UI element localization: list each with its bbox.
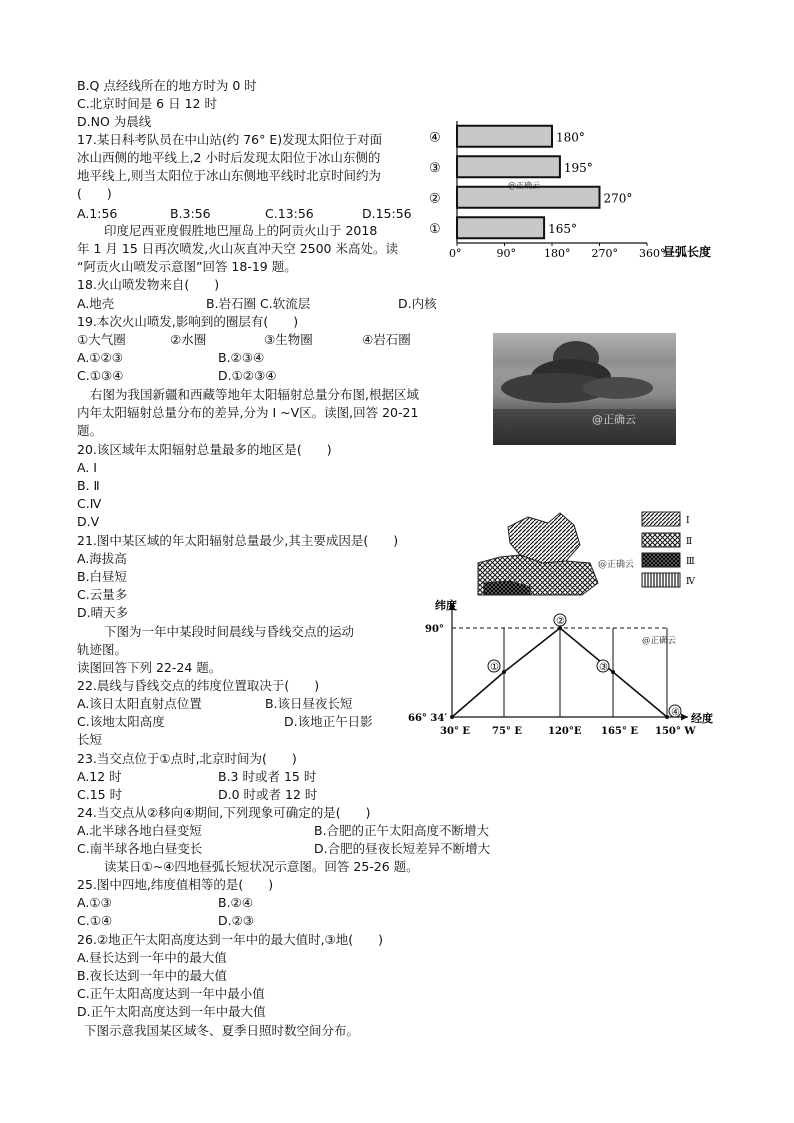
- x-tick-label: 150° W: [655, 726, 696, 737]
- question-26: 26.②地正午太阳高度达到一年中的最大值时,③地( ): [77, 932, 384, 947]
- option-a: A. Ⅰ: [77, 460, 97, 475]
- text-line: 年 1 月 15 日再次喷发,火山灰直冲天空 2500 米高处。读: [77, 241, 398, 256]
- question-25: 25.图中四地,纬度值相等的是( ): [77, 877, 274, 892]
- text-line: 轨迹图。: [77, 642, 128, 657]
- option-a: A.①③: [77, 895, 112, 910]
- watermark: @正确云: [592, 413, 636, 426]
- value-label: 165°: [548, 221, 577, 236]
- y-tick-label: 90°: [425, 624, 444, 635]
- option-a: A.1:56: [77, 206, 118, 221]
- legend-label: Ⅱ: [686, 537, 693, 547]
- question-20: 20.该区域年太阳辐射总量最多的地区是( ): [77, 442, 332, 457]
- track-point: [502, 670, 506, 674]
- question-18: 18.火山喷发物来自( ): [77, 277, 220, 292]
- legend-label: Ⅰ: [686, 516, 690, 526]
- option-d: D.Ⅴ: [77, 514, 100, 529]
- option-a: A.①②③: [77, 350, 123, 365]
- option-b: B. Ⅱ: [77, 478, 100, 493]
- option-a: A.海拔高: [77, 551, 127, 566]
- text-line: 冰山西侧的地平线上,2 小时后发现太阳位于冰山东侧的: [77, 150, 381, 165]
- day-arc-bar-chart: [425, 115, 725, 275]
- point-label: ③: [599, 662, 608, 673]
- text-line: 地平线上,则当太阳位于冰山东侧地平线时北京时间约为: [77, 168, 381, 183]
- point-label: ①: [490, 662, 499, 673]
- track-point: [611, 670, 615, 674]
- text-line: “阿贡火山喷发示意图”回答 18-19 题。: [77, 259, 297, 274]
- option-a: A.昼长达到一年中的最大值: [77, 950, 227, 965]
- option-a: A.地壳: [77, 296, 115, 311]
- y-axis-label: 纬度: [435, 599, 457, 612]
- value-label: 180°: [556, 130, 585, 145]
- category-label: ④: [429, 130, 441, 146]
- text-line: 内年太阳辐射总量分布的差异,分为 I ~V区。读图,回答 20-21: [77, 405, 419, 420]
- option-d: D.15:56: [362, 206, 412, 221]
- option-c: C.①③④: [77, 368, 124, 383]
- category-label: ②: [429, 191, 441, 207]
- x-axis-label: 经度: [691, 712, 713, 725]
- option-d: D.内核: [398, 296, 437, 311]
- option-d: D.①②③④: [218, 368, 277, 383]
- option-b: B.②③④: [218, 350, 265, 365]
- option-a: A.北半球各地白昼变短: [77, 823, 202, 838]
- x-tick-label: 90°: [496, 247, 516, 260]
- option-b: B.夜长达到一年中的最大值: [77, 968, 228, 983]
- text-line: 读图回答下列 22-24 题。: [77, 660, 222, 675]
- text-line: D.NO 为晨线: [77, 114, 152, 129]
- option-c: C.①④: [77, 913, 113, 928]
- x-axis-label: 昼弧长度: [663, 245, 712, 259]
- option-a: A.该日太阳直射点位置: [77, 696, 202, 711]
- item-4: ④岩石圈: [362, 332, 411, 347]
- category-label: ①: [429, 221, 441, 237]
- track-point: [450, 715, 454, 719]
- option-d: D.合肥的昼夜长短差异不断增大: [314, 841, 491, 856]
- category-label: ③: [429, 160, 441, 176]
- x-tick-label: 270°: [591, 247, 618, 260]
- text-line: C.北京时间是 6 日 12 时: [77, 96, 217, 111]
- option-d: D.②③: [218, 913, 255, 928]
- watermark: @正确云: [598, 560, 635, 570]
- text-line: 下图为一年中某段时间晨线与昏线交点的运动: [104, 624, 355, 639]
- point-label: ④: [671, 707, 680, 718]
- value-label: 195°: [563, 160, 593, 175]
- bar: [457, 126, 552, 147]
- text-line: 印度尼西亚度假胜地巴厘岛上的阿贡火山于 2018: [104, 223, 378, 238]
- bar: [457, 156, 560, 177]
- option-c: C.该地太阳高度: [77, 714, 165, 729]
- option-c: C.正午太阳高度达到一年中最小值: [77, 986, 265, 1001]
- option-b: B.3 时或者 15 时: [218, 769, 317, 784]
- watermark: @正确云: [508, 181, 540, 190]
- option-d: D.0 时或者 12 时: [218, 787, 318, 802]
- item-2: ②水圈: [170, 332, 207, 347]
- option-c: C.南半球各地白昼变长: [77, 841, 203, 856]
- text-line: ( ): [77, 186, 112, 201]
- text-line: 下图示意我国某区域冬、夏季日照时数空间分布。: [84, 1023, 360, 1038]
- option-d: D.晴天多: [77, 605, 129, 620]
- option-b: B.白昼短: [77, 569, 128, 584]
- x-tick-label: 360°: [639, 247, 666, 260]
- item-1: ①大气圈: [77, 332, 126, 347]
- option-c: C.Ⅳ: [77, 496, 102, 511]
- option-b: B.3:56: [170, 206, 211, 221]
- question-19: 19.本次火山喷发,影响到的圈层有( ): [77, 314, 299, 329]
- option-b: B.②④: [218, 895, 253, 910]
- x-tick-label: 75° E: [492, 726, 523, 737]
- x-tick-label: 0°: [449, 247, 462, 260]
- value-label: 270°: [603, 191, 633, 206]
- terminator-track-chart: [405, 595, 735, 740]
- x-tick-label: 180°: [544, 247, 571, 260]
- option-b: B.合肥的正午太阳高度不断增大: [314, 823, 490, 838]
- text-line: B.Q 点经线所在的地方时为 0 时: [77, 78, 257, 93]
- legend-label: Ⅲ: [686, 557, 695, 567]
- text-line: 题。: [77, 423, 103, 438]
- x-tick-label: 165° E: [601, 726, 638, 737]
- x-tick-label: 30° E: [440, 726, 471, 737]
- text-line: 右图为我国新疆和西藏等地年太阳辐射总量分布图,根据区域: [90, 387, 419, 402]
- option-c: C.15 时: [77, 787, 123, 802]
- option-a: A.12 时: [77, 769, 122, 784]
- bar: [457, 217, 544, 238]
- watermark: @正确云: [642, 636, 677, 646]
- question-23: 23.当交点位于①点时,北京时间为( ): [77, 751, 297, 766]
- option-c: C.云量多: [77, 587, 128, 602]
- question-22: 22.晨线与昏线交点的纬度位置取决于( ): [77, 678, 320, 693]
- y-tick-label: 66° 34′: [408, 713, 447, 724]
- option-d: D.该地正午日影: [284, 714, 373, 729]
- question-24: 24.当交点从②移向④期间,下列现象可确定的是( ): [77, 805, 371, 820]
- track-point: [665, 715, 669, 719]
- option-c: C.13:56: [265, 206, 314, 221]
- volcano-eruption-photo: [493, 333, 676, 445]
- text-line: 读某日①~④四地昼弧长短状况示意图。回答 25-26 题。: [104, 859, 419, 874]
- item-3: ③生物圈: [264, 332, 313, 347]
- question-21: 21.图中某区域的年太阳辐射总量最少,其主要成因是( ): [77, 533, 399, 548]
- option-d: D.正午太阳高度达到一年中最大值: [77, 1004, 266, 1019]
- x-tick-label: 120°E: [548, 726, 582, 737]
- question-17: 17.某日科考队员在中山站(约 76° E)发现太阳位于对面: [77, 132, 383, 147]
- option-b: B.该日昼夜长短: [265, 696, 353, 711]
- point-label: ②: [556, 616, 565, 627]
- text-line: 长短: [77, 732, 103, 747]
- option-bc: B.岩石圈 C.软流层: [206, 296, 311, 311]
- solar-radiation-map: [470, 505, 695, 597]
- legend-label: Ⅳ: [686, 577, 695, 587]
